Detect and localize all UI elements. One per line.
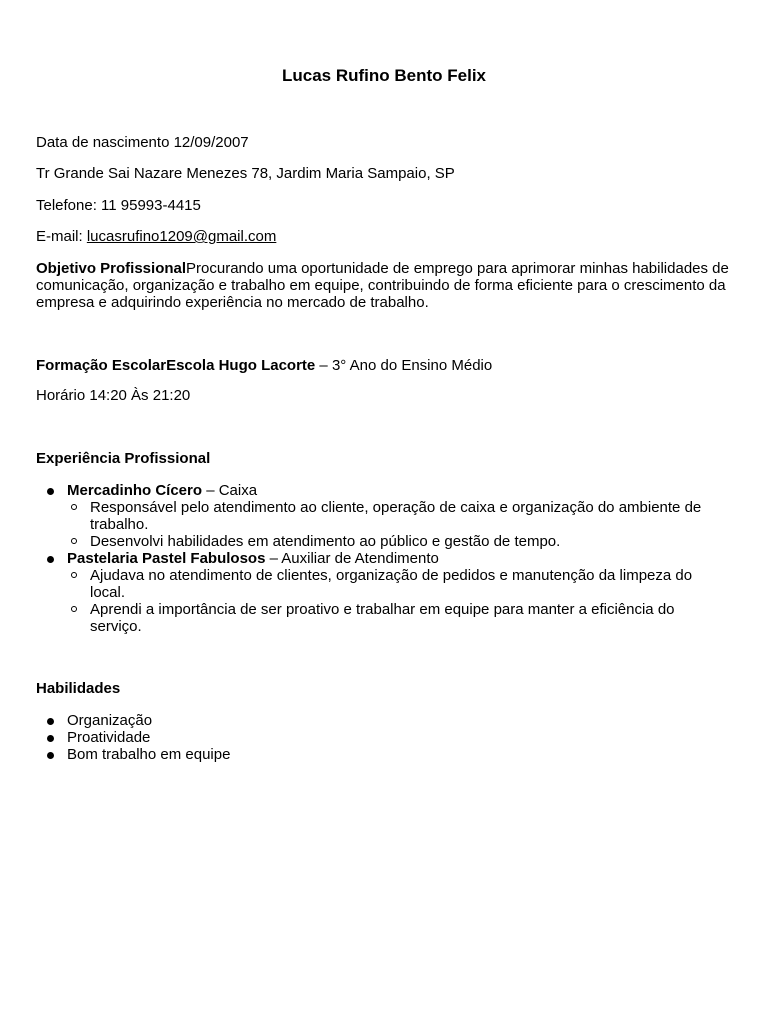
- circle-bullet-icon: [71, 504, 77, 510]
- list-item: [36, 482, 736, 499]
- list-item: [36, 746, 736, 763]
- list-item: [36, 533, 736, 550]
- list-item: [36, 601, 736, 635]
- experience-heading: Experiência Profissional: [36, 450, 211, 467]
- job-task: Aprendi a importância de ser proativo e trabalhar em equipe para manter a eficiência do serviço.: [90, 601, 675, 635]
- job-task: Desenvolvi habilidades em atendimento ao público e gestão de tempo.: [90, 533, 561, 550]
- bullet-icon: [47, 488, 54, 495]
- list-item: [36, 499, 736, 533]
- skill-item: Proatividade: [67, 729, 151, 746]
- skill-item: Organização: [67, 712, 153, 729]
- school-schedule: Horário 14:20 Às 21:20: [36, 387, 191, 404]
- address: Tr Grande Sai Nazare Menezes 78, Jardim Maria Sampaio, SP: [36, 165, 455, 182]
- skills-list: [36, 712, 736, 763]
- resume-name: Lucas Rufino Bento Felix: [281, 66, 487, 85]
- objective-text: Procurando uma oportunidade de emprego para aprimorar minhas habilidades de comunicação, organização e trabalho em equipe, contribuindo de forma eficiente para o crescimento da empresa e adquirindo experiência no mercado de trabalho.: [36, 260, 729, 311]
- list-item: [36, 712, 736, 729]
- email-line: [36, 228, 276, 245]
- list-item: [36, 729, 736, 746]
- job-company: Pastelaria Pastel Fabulosos: [67, 550, 266, 567]
- education-heading: Formação Escolar: [36, 357, 167, 374]
- circle-bullet-icon: [71, 538, 77, 544]
- job-task: Responsável pelo atendimento ao cliente, operação de caixa e organização do ambiente de trabalho.: [90, 499, 702, 533]
- education-line: [36, 357, 492, 374]
- job-company: Mercadinho Cícero: [67, 482, 203, 499]
- birth-date: Data de nascimento 12/09/2007: [36, 134, 249, 151]
- objective-section: [36, 260, 736, 311]
- bullet-icon: [47, 752, 54, 759]
- list-item: [36, 550, 736, 567]
- circle-bullet-icon: [71, 572, 77, 578]
- objective-heading: Objetivo Profissional: [36, 260, 187, 277]
- bullet-icon: [47, 718, 54, 725]
- job-role: – Auxiliar de Atendimento: [265, 550, 439, 567]
- circle-bullet-icon: [71, 606, 77, 612]
- skill-item: Bom trabalho em equipe: [67, 746, 231, 763]
- phone: Telefone: 11 95993-4415: [36, 197, 201, 214]
- email-label: E-mail:: [36, 228, 87, 245]
- job-role: – Caixa: [202, 482, 258, 499]
- job-task: Ajudava no atendimento de clientes, organização de pedidos e manutenção da limpeza do local.: [90, 567, 693, 601]
- skills-heading: Habilidades: [36, 680, 121, 697]
- experience-list: [36, 482, 736, 635]
- email-link[interactable]: lucasrufino1209@gmail.com: [86, 228, 277, 245]
- list-item: [36, 567, 736, 601]
- bullet-icon: [47, 735, 54, 742]
- bullet-icon: [47, 556, 54, 563]
- school-detail: – 3° Ano do Ensino Médio: [315, 357, 493, 374]
- school-name: Escola Hugo Lacorte: [166, 357, 316, 374]
